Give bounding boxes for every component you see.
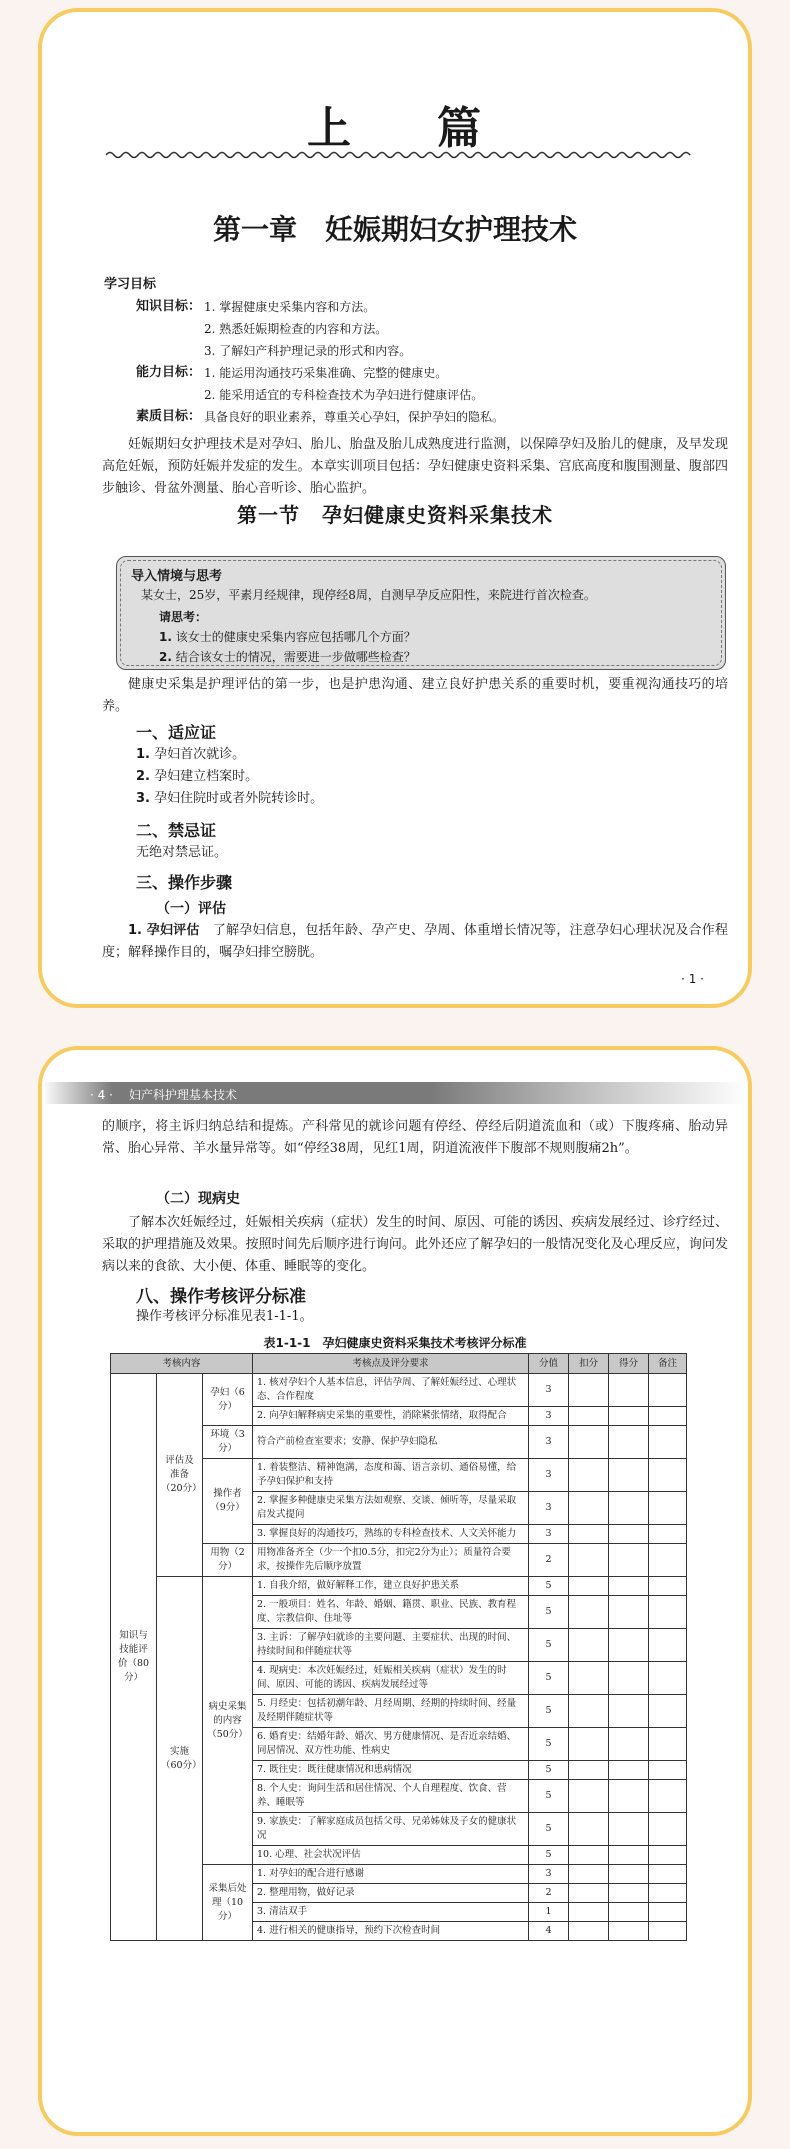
criterion-score: 5 — [529, 1780, 569, 1813]
intro-paragraph: 妊娠期妇女护理技术是对孕妇、胎儿、胎盘及胎儿成熟度进行监测，以保障孕妇及胎儿的健康，及早发现高危妊娠，预防妊娠并发症的发生。本章实训项目包括：孕妇健康史资料采集、宫底高度和腹围测量、腹部四步触诊、骨盆外测量、胎心音听诊、胎心监护。 — [102, 437, 728, 496]
subcategory-environment: 环境（3分） — [203, 1426, 253, 1459]
indication-item: 孕妇建立档案时。 — [154, 769, 259, 784]
criterion-score: 2 — [529, 1544, 569, 1577]
criterion-score: 3 — [529, 1426, 569, 1459]
criterion-score: 5 — [529, 1629, 569, 1662]
indications-heading: 一、适应证 — [136, 723, 217, 742]
history-intro-paragraph: 健康史采集是护理评估的第一步，也是护患沟通、建立良好护患关系的重要时机，要重视沟通技巧的培养。 — [102, 677, 728, 714]
criterion-score: 3 — [529, 1374, 569, 1407]
criterion-text: 5. 月经史：包括初潮年龄、月经周期、经期的持续时间、经量及经期伴随症状等 — [253, 1695, 529, 1728]
score-table — [110, 1353, 687, 1941]
criterion-score: 5 — [529, 1596, 569, 1629]
criterion-text: 4. 进行相关的健康指导，预约下次检查时间 — [253, 1922, 529, 1941]
running-header — [90, 1086, 253, 1103]
column-header: 得分 — [609, 1354, 649, 1374]
criterion-text: 1. 核对孕妇个人基本信息，评估孕周、了解妊娠经过、心理状态、合作程度 — [253, 1374, 529, 1407]
ability-item-1: 1. 能运用沟通技巧采集准确、完整的健康史。 — [204, 366, 448, 380]
criterion-score: 4 — [529, 1922, 569, 1941]
contraindications-heading: 二、禁忌证 — [136, 821, 217, 840]
criterion-score: 5 — [529, 1662, 569, 1695]
scenario-box — [116, 556, 726, 670]
criterion-score: 1 — [529, 1903, 569, 1922]
criterion-score: 3 — [529, 1865, 569, 1884]
table-title: 表1-1-1 孕妇健康史资料采集技术考核评分标准 — [263, 1336, 527, 1350]
ability-item-2: 2. 能采用适宜的专科检查技术为孕妇进行健康评估。 — [204, 388, 484, 402]
section-number: 第一节 — [237, 503, 300, 527]
criterion-score: 5 — [529, 1761, 569, 1780]
criterion-text: 2. 掌握多种健康史采集方法如观察、交谈、倾听等，尽量采取启发式提问 — [253, 1492, 529, 1525]
criterion-text: 9. 家族史：了解家庭成员包括父母、兄弟姊妹及子女的健康状况 — [253, 1813, 529, 1846]
q2-number: 2. — [159, 650, 172, 664]
scenario-title: 导入情境与思考 — [131, 569, 223, 584]
scenario-question-2: 结合该女士的情况，需要进一步做哪些检查？ — [175, 650, 416, 664]
quality-label: 素质目标： — [136, 409, 202, 424]
evaluation-heading: （一）评估 — [156, 901, 226, 917]
part-title — [42, 92, 748, 156]
part-title-char-2: 篇 — [437, 103, 483, 154]
header-book-title: 妇产科护理基本技术 — [128, 1088, 237, 1102]
criterion-text: 2. 整理用物，做好记录 — [253, 1884, 529, 1903]
criterion-text: 2. 向孕妇解释病史采集的重要性，消除紧张情绪，取得配合 — [253, 1407, 529, 1426]
knowledge-item-1: 1. 掌握健康史采集内容和方法。 — [204, 300, 376, 314]
category-preparation: 评估及准备（20分） — [157, 1374, 203, 1577]
present-history-paragraph: 了解本次妊娠经过，妊娠相关疾病（症状）发生的时间、原因、可能的诱因、疾病发展经过、诊疗经过、采取的护理措施及效果。按照时间先后顺序进行询问。此外还应了解孕妇的一般情况变化及心理反应，询问发病以来的食欲、大小便、体重、睡眠等的变化。 — [102, 1215, 728, 1274]
indication-number: 2. — [136, 769, 150, 784]
contraindications-text: 无绝对禁忌证。 — [136, 845, 228, 860]
criterion-score: 3 — [529, 1525, 569, 1544]
evaluation-text: 了解孕妇信息，包括年龄、孕产史、孕周、体重增长情况等，注意孕妇心理状况及合作程度；解释操作目的，嘱孕妇排空膀胱。 — [102, 923, 728, 960]
column-header: 扣分 — [569, 1354, 609, 1374]
criterion-text: 7. 既往史：既往健康情况和患病情况 — [253, 1761, 529, 1780]
criterion-score: 3 — [529, 1492, 569, 1525]
criterion-text: 用物准备齐全（少一个扣0.5分，扣完2分为止）；质量符合要求，按操作先后顺序放置 — [253, 1544, 529, 1577]
criterion-text: 10. 心理、社会状况评估 — [253, 1846, 529, 1865]
chapter-title: 第一章 妊娠期妇女护理技术 — [212, 213, 577, 246]
section-title — [42, 499, 748, 528]
evaluation-paragraph — [102, 920, 728, 964]
q1-number: 1. — [159, 630, 172, 644]
criterion-score: 3 — [529, 1459, 569, 1492]
criterion-text: 1. 对孕妇的配合进行感谢 — [253, 1865, 529, 1884]
page-number: · 1 · — [681, 972, 704, 986]
criterion-score: 5 — [529, 1577, 569, 1596]
criterion-score: 5 — [529, 1846, 569, 1865]
continued-paragraph: 的顺序，将主诉归纳总结和提炼。产科常见的就诊问题有停经、停经后阴道流血和（或）下腹疼痛、胎动异常、胎心异常、羊水量异常等。如“停经38周，见红1周，阴道流液伴下腹部不规则腹痛2h”。 — [102, 1119, 728, 1156]
criterion-text: 3. 清洁双手 — [253, 1903, 529, 1922]
subcategory-operator: 操作者（9分） — [203, 1459, 253, 1544]
criterion-text: 3. 掌握良好的沟通技巧，熟练的专科检查技术、人文关怀能力 — [253, 1525, 529, 1544]
criterion-text: 6. 婚育史：结婚年龄、婚次、男方健康情况、是否近亲结婚、同居情况、双方性功能、性病史 — [253, 1728, 529, 1761]
wave-divider — [106, 148, 692, 162]
criterion-text: 4. 现病史：本次妊娠经过，妊娠相关疾病（症状）发生的时间、原因、可能的诱因、疾病发展经过等 — [253, 1662, 529, 1695]
scenario-case: 某女士，25岁，平素月经规律，现停经8周，自测早孕反应阳性，来院进行首次检查。 — [141, 588, 596, 602]
criterion-text: 2. 一般项目：姓名、年龄、婚姻、籍贯、职业、民族、教育程度、宗教信仰、住址等 — [253, 1596, 529, 1629]
column-header: 考核内容 — [111, 1354, 253, 1374]
page-card-2 — [38, 1046, 752, 2136]
column-header: 考核点及评分要求 — [253, 1354, 529, 1374]
present-history-heading: （二）现病史 — [156, 1191, 240, 1207]
criterion-score: 3 — [529, 1407, 569, 1426]
ability-label: 能力目标： — [136, 365, 202, 380]
page-card-1 — [38, 8, 752, 1008]
knowledge-item-2: 2. 熟悉妊娠期检查的内容和方法。 — [204, 322, 388, 336]
column-header: 分值 — [529, 1354, 569, 1374]
part-title-char-1: 上 — [307, 103, 353, 154]
column-header: 备注 — [649, 1354, 687, 1374]
table-row — [111, 1374, 687, 1407]
subcategory-after: 采集后处理（10分） — [203, 1865, 253, 1941]
scenario-question-1: 该女士的健康史采集内容应包括哪几个方面？ — [175, 630, 416, 644]
evaluation-standard-heading: 八、操作考核评分标准 — [136, 1287, 306, 1307]
table-row — [111, 1577, 687, 1596]
indication-number: 3. — [136, 791, 150, 806]
objectives-heading: 学习目标 — [104, 277, 157, 292]
criterion-text: 8. 个人史：询问生活和居住情况、个人自理程度、饮食、营养、睡眠等 — [253, 1780, 529, 1813]
criterion-text: 1. 自我介绍，做好解释工作，建立良好护患关系 — [253, 1577, 529, 1596]
knowledge-label: 知识目标： — [136, 299, 202, 314]
subcategory-supplies: 用物（2分） — [203, 1544, 253, 1577]
criterion-text: 3. 主诉：了解孕妇就诊的主要问题、主要症状、出现的时间、持续时间和伴随症状等 — [253, 1629, 529, 1662]
indication-item: 孕妇首次就诊。 — [154, 747, 246, 762]
subcategory-pregnant: 孕妇（6分） — [203, 1374, 253, 1426]
standard-reference: 操作考核评分标准见表1-1-1。 — [136, 1309, 313, 1324]
quality-item: 具备良好的职业素养，尊重关心孕妇，保护孕妇的隐私。 — [204, 410, 505, 424]
criterion-score: 5 — [529, 1813, 569, 1846]
criterion-score: 2 — [529, 1884, 569, 1903]
knowledge-item-3: 3. 了解妇产科护理记录的形式和内容。 — [204, 344, 412, 358]
indication-item: 孕妇住院时或者外院转诊时。 — [154, 791, 324, 806]
criterion-score: 5 — [529, 1728, 569, 1761]
evaluation-label: 1. 孕妇评估 — [128, 923, 200, 938]
criterion-text: 符合产前检查室要求；安静、保护孕妇隐私 — [253, 1426, 529, 1459]
category-implementation: 实施（60分） — [157, 1577, 203, 1941]
criterion-text: 1. 着装整洁、精神饱满，态度和蔼、语言亲切、通俗易懂，给予孕妇保护和支持 — [253, 1459, 529, 1492]
steps-heading: 三、操作步骤 — [136, 873, 233, 892]
subcategory-history: 病史采集的内容（50分） — [203, 1577, 253, 1865]
category-main: 知识与技能评价（80分） — [111, 1374, 157, 1941]
criterion-score: 5 — [529, 1695, 569, 1728]
table-header-row — [111, 1354, 687, 1374]
section-name: 孕妇健康史资料采集技术 — [322, 503, 553, 527]
scenario-question-label: 请思考： — [159, 610, 208, 624]
header-page-number: · 4 · — [90, 1088, 113, 1102]
indication-number: 1. — [136, 747, 150, 762]
